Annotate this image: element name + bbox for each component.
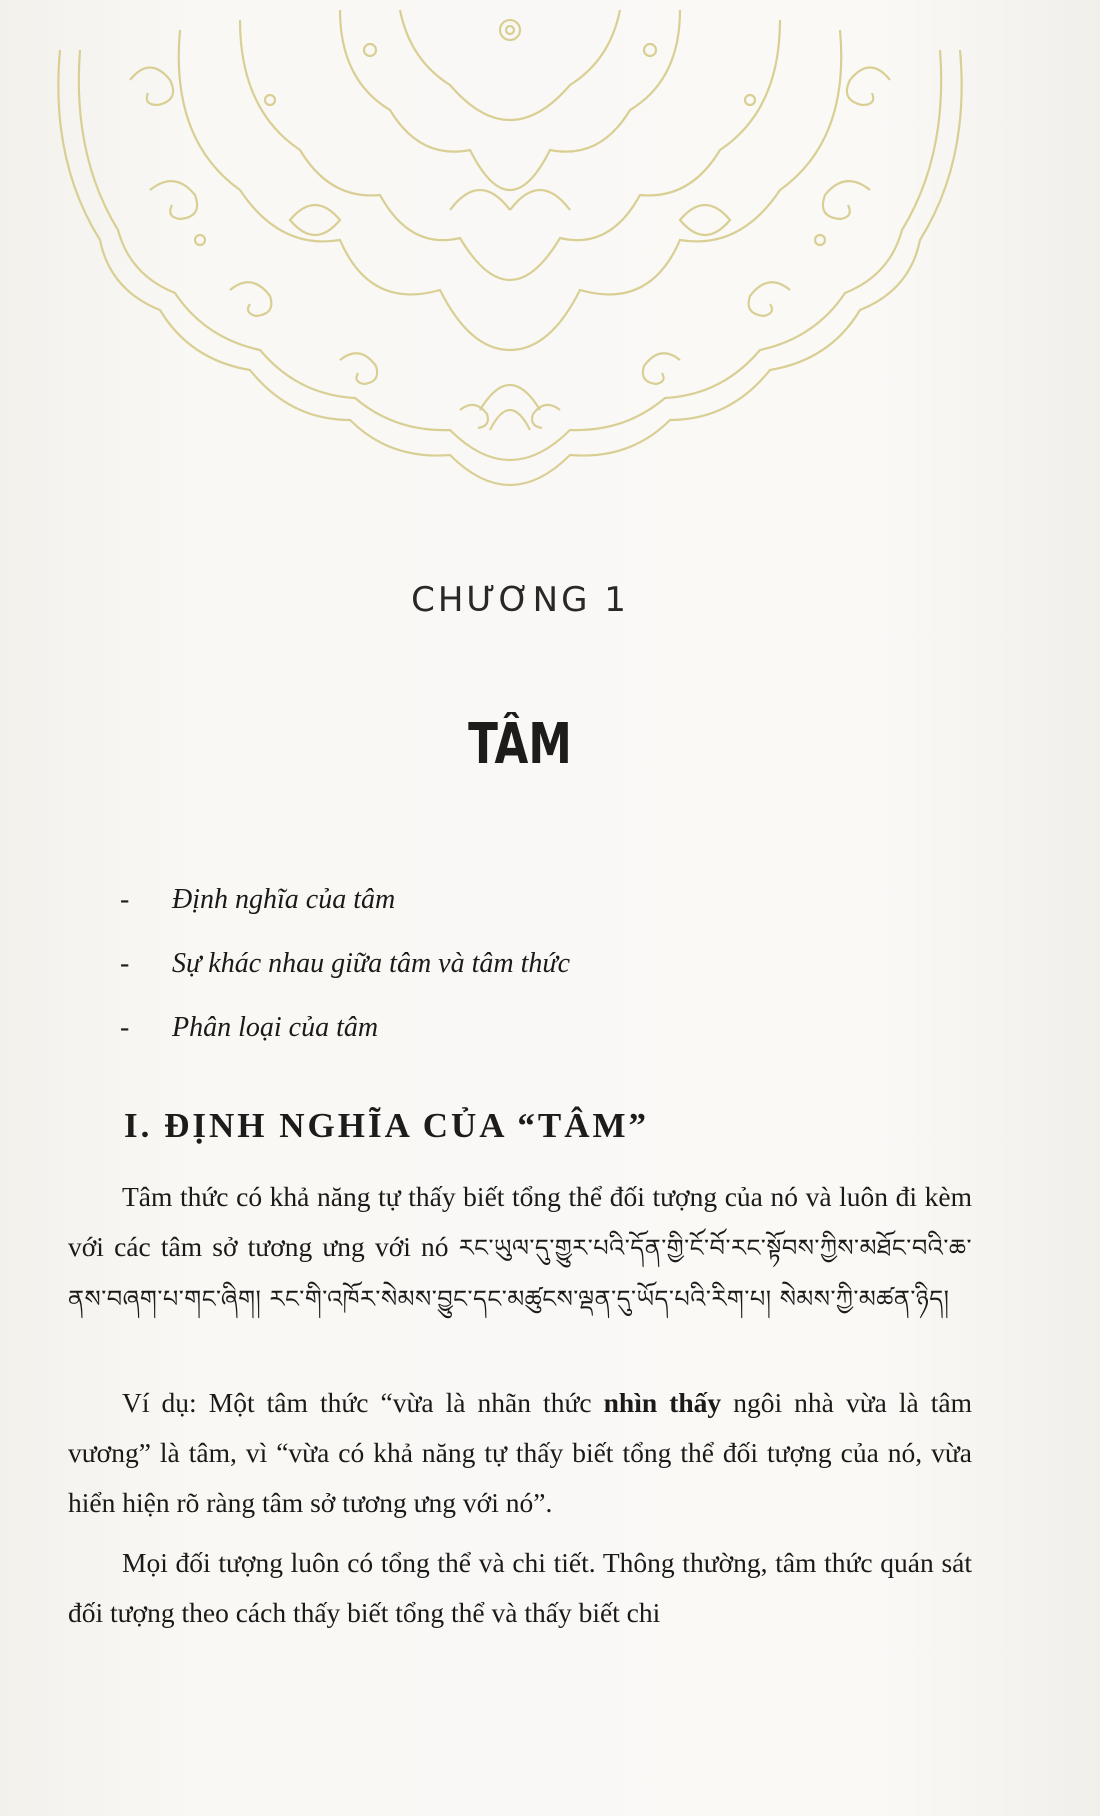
paragraph-definition [68, 1172, 972, 1324]
mandala-ornament [40, 0, 980, 490]
list-dash: - [120, 948, 130, 979]
paragraph-text: ngôi nhà vừa là tâm vương” là tâm, vì “vừa có khả năng tự thấy biết tổng thể đối tượng của nó, vừa hiển hiện rõ ràng tâm sở tương ưng với nó”. [68, 1387, 973, 1518]
chapter-title: TÂM [468, 712, 572, 777]
chapter-label: CHƯƠNG 1 [411, 580, 629, 620]
tibetan-text: རང་ཡུལ་དུ་གྱུར་པའི་དོན་གྱི་ངོ་བོ་རང་སྟོབས་ཀྱིས་མཐོང་བའི་ཆ་ནས་བཞག་པ་གང་ཞིག། རང་གི་འཁོར་སེམས་བྱུང་དང་མཚུངས་ལྡན་དུ་ཡོད་པའི་རིག་པ། སེམས་ཀྱི་མཚན་ཉིད། [68, 1234, 972, 1313]
list-item-text: Định nghĩa của tâm [172, 884, 396, 915]
list-dash: - [120, 884, 130, 915]
paragraph-example [68, 1378, 972, 1528]
list-item-text: Phân loại của tâm [172, 1012, 379, 1043]
list-item-text: Sự khác nhau giữa tâm và tâm thức [172, 948, 571, 979]
paragraph-objects [68, 1538, 972, 1638]
list-item [120, 1004, 940, 1068]
list-item [120, 876, 940, 940]
chapter-contents-list [120, 876, 940, 1068]
paragraph-text: Ví dụ: Một tâm thức “vừa là nhãn thức [122, 1387, 604, 1418]
list-item [120, 940, 940, 1004]
section-heading: I. ĐỊNH NGHĨA CỦA “TÂM” [124, 1106, 650, 1145]
paragraph-text: Tâm thức có khả năng tự thấy biết tổng thể đối tượng của nó và luôn đi kèm với các tâm sở tương ưng với nó [68, 1181, 972, 1262]
list-dash: - [120, 1012, 130, 1043]
paragraph-text: Mọi đối tượng luôn có tổng thể và chi tiết. Thông thường, tâm thức quán sát đối tượng theo cách thấy biết tổng thể và thấy biết chi [68, 1547, 972, 1628]
bold-text: nhìn thấy [603, 1387, 722, 1418]
